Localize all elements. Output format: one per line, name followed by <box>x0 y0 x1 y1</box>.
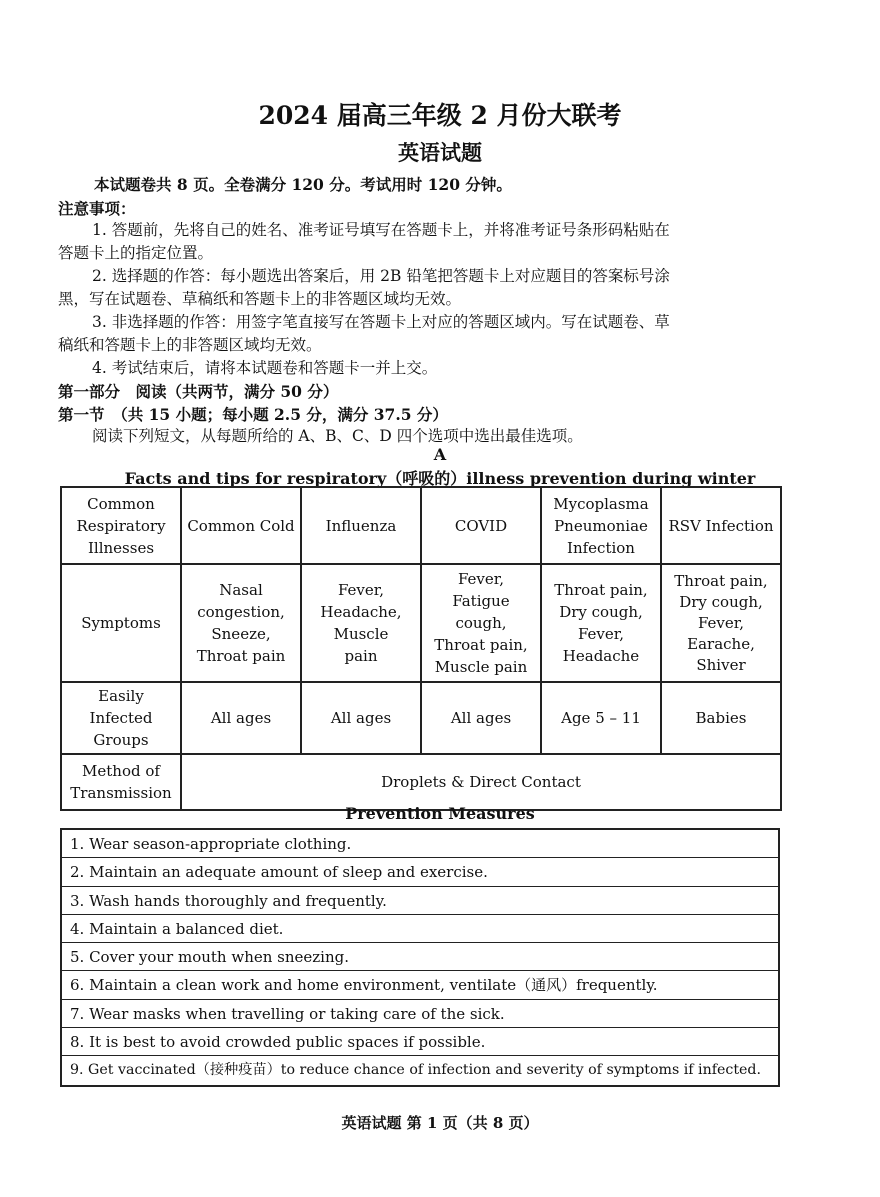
part-1-heading: 第一部分 阅读（共两节，满分 50 分） <box>58 382 339 401</box>
note-1-line-1: 1. 答题前，先将自己的姓名、准考证号填写在答题卡上，并将准考证号条形码粘贴在 <box>92 221 670 239</box>
symptom-line: Throat pain, <box>674 571 768 590</box>
groups-row <box>61 682 781 754</box>
symptoms-cell <box>181 564 301 682</box>
symptoms-cell <box>301 564 421 682</box>
list-item: 1. Wear season-appropriate clothing. <box>62 830 778 858</box>
symptoms-row <box>61 564 781 682</box>
symptom-line: Throat pain, <box>554 581 648 599</box>
list-item: 9. Get vaccinated（接种疫苗）to reduce chance of infection and severity of symptoms if infected. <box>70 1062 762 1079</box>
symptom-line: Shiver <box>696 655 746 674</box>
list-item: 5. Cover your mouth when sneezing. <box>62 943 778 971</box>
symptoms-cell <box>661 564 781 682</box>
exam-summary: 本试题卷共 8 页。全卷满分 120 分。考试用时 120 分钟。 <box>94 175 512 194</box>
group-cell: Age 5 – 11 <box>541 682 661 754</box>
prevention-list <box>60 828 780 1087</box>
illness-header: Influenza <box>301 487 421 564</box>
symptom-line: Fever, <box>457 570 505 588</box>
reading-instruction: 阅读下列短文，从每题所给的 A、B、C、D 四个选项中选出最佳选项。 <box>92 427 583 445</box>
symptom-line: pain <box>344 647 378 665</box>
note-2-line-2: 黑，写在试题卷、草稿纸和答题卡上的非答题区域均无效。 <box>58 290 462 308</box>
page-subtitle: 英语试题 <box>398 140 482 165</box>
symptoms-cell <box>421 564 541 682</box>
note-1-line-2: 答题卡上的指定位置。 <box>58 244 214 262</box>
symptom-line: Fever, <box>577 625 625 643</box>
symptom-line: Nasal <box>219 581 263 599</box>
symptom-line: Dry cough, <box>559 603 643 621</box>
note-3-line-2: 稿纸和答题卡上的非答题区域均无效。 <box>58 336 322 354</box>
illness-table <box>60 486 782 811</box>
group-cell: All ages <box>421 682 541 754</box>
symptom-line: Throat pain, <box>434 636 528 654</box>
row-label: Symptoms <box>61 564 181 682</box>
list-item: 4. Maintain a balanced diet. <box>62 915 778 943</box>
symptom-line: Fever, <box>337 581 385 599</box>
page-footer: 英语试题 第 1 页（共 8 页） <box>341 1114 539 1132</box>
list-item: 7. Wear masks when travelling or taking care of the sick. <box>62 1000 778 1028</box>
illness-header: Mycoplasma Pneumoniae Infection <box>541 487 661 564</box>
row-label: Method of Transmission <box>61 754 181 810</box>
symptom-line: Earache, <box>687 634 755 653</box>
table-header-row <box>61 487 781 564</box>
section-1-heading: 第一节 （共 15 小题；每小题 2.5 分，满分 37.5 分） <box>58 405 448 424</box>
prevention-title: Prevention Measures <box>345 804 535 823</box>
list-item: 2. Maintain an adequate amount of sleep and exercise. <box>62 858 778 886</box>
symptom-line: Muscle <box>333 625 389 643</box>
group-cell: Babies <box>661 682 781 754</box>
passage-label: A <box>433 445 447 464</box>
illness-header: COVID <box>421 487 541 564</box>
note-4: 4. 考试结束后，请将本试题卷和答题卡一并上交。 <box>92 359 438 377</box>
list-item: 8. It is best to avoid crowded public spaces if possible. <box>62 1028 778 1056</box>
transmission-cell: Droplets & Direct Contact <box>181 754 781 810</box>
symptom-line: Throat pain <box>196 647 286 665</box>
page-title: 2024 届高三年级 2 月份大联考 <box>258 101 622 130</box>
illness-header: RSV Infection <box>661 487 781 564</box>
symptom-line: Fatigue cough, <box>452 592 510 632</box>
table-corner-cell: Common Respiratory Illnesses <box>61 487 181 564</box>
group-cell: All ages <box>181 682 301 754</box>
list-item: 6. Maintain a clean work and home environment, ventilate（通风）frequently. <box>62 971 778 999</box>
symptom-line: Muscle pain <box>434 658 528 676</box>
symptom-line: Sneeze, <box>211 625 271 643</box>
list-item: 3. Wash hands thoroughly and frequently. <box>62 887 778 915</box>
illness-header: Common Cold <box>181 487 301 564</box>
row-label: Easily Infected Groups <box>61 682 181 754</box>
symptoms-cell <box>541 564 661 682</box>
group-cell: All ages <box>301 682 421 754</box>
symptom-line: Headache <box>562 647 640 665</box>
table-title: Facts and tips for respiratory（呼吸的）illness prevention during winter <box>124 469 756 488</box>
symptom-line: Dry cough, <box>679 592 763 611</box>
note-2-line-1: 2. 选择题的作答：每小题选出答案后，用 2B 铅笔把答题卡上对应题目的答案标号涂 <box>92 267 670 285</box>
symptom-line: congestion, <box>197 603 285 621</box>
notes-heading: 注意事项： <box>58 199 136 218</box>
note-3-line-1: 3. 非选择题的作答：用签字笔直接写在答题卡上对应的答题区域内。写在试题卷、草 <box>92 313 670 331</box>
symptom-line: Headache, <box>320 603 402 621</box>
transmission-row <box>61 754 781 810</box>
symptom-line: Fever, <box>697 613 745 632</box>
